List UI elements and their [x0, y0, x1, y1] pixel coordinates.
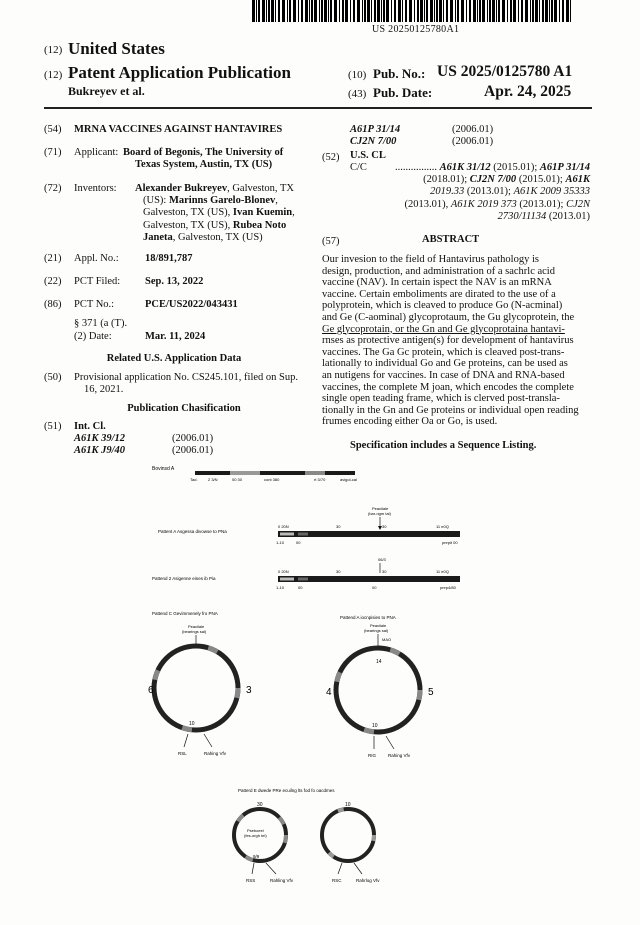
- panel3-title: Pattend C Gevimmenely fro PNA: [152, 611, 218, 616]
- barcode-bar: [461, 0, 464, 22]
- barcode-bar: [457, 0, 459, 22]
- barcode-bar: [492, 0, 495, 22]
- panel2-marker: 06/3: [378, 557, 386, 562]
- barcode-bar: [455, 0, 456, 22]
- s371-label: § 371 (a (T).: [74, 318, 128, 329]
- field-71-code: (71): [44, 147, 62, 158]
- invention-title: MRNA VACCINES AGAINST HANTAVIRES: [74, 124, 283, 135]
- barcode-bar: [383, 0, 385, 22]
- abstract-line: single open teading frame, which is clerved post-transla-: [322, 393, 560, 405]
- barcode-bar: [319, 0, 320, 22]
- barcode-bar: [532, 0, 534, 22]
- us-cl-label: U.S. CL: [350, 150, 386, 161]
- barcode-bar: [535, 0, 538, 22]
- top-bar-light-segment: [230, 471, 260, 475]
- pct-filed-value: Sep. 13, 2022: [145, 276, 204, 287]
- code-43: (43): [348, 88, 367, 100]
- abstract-line: frumes encoding either Oa or Go, is used.: [322, 416, 498, 428]
- barcode-bar: [386, 0, 389, 22]
- abstract-line: vaccines, the complete M joan, which encodes the complete: [322, 381, 574, 393]
- int-cl-cont-code-1: A61P 31/14: [350, 124, 401, 135]
- barcode-bar: [443, 0, 444, 22]
- barcode-bar: [258, 0, 260, 22]
- p1-labels-label: prepit 00: [442, 540, 458, 545]
- panel5-left-inner-sub: (fes-orgh tel): [244, 833, 267, 838]
- p1-labels-label: 11 e0Q: [436, 524, 449, 529]
- p2-labels-label: 11 e0Q: [436, 569, 449, 574]
- abstract-line: Ge glycoprotain, or the Gn and Ge glycoprotaina hantavi-: [322, 323, 565, 335]
- field-21-code: (21): [44, 253, 62, 264]
- top-bar-grey-segment: [305, 471, 325, 475]
- provisional-line-1: Provisional application No. CS245.101, filed on Sup.: [74, 372, 298, 383]
- barcode-bar: [489, 0, 491, 22]
- panel5-left-inner: Pseboeel: [247, 828, 264, 833]
- barcode-bar: [364, 0, 366, 22]
- panel5-left-rahing: Rahling Vfv: [270, 878, 294, 883]
- barcode-bar: [301, 0, 303, 22]
- applicant-label: Applicant:: [74, 147, 119, 158]
- p1-labels-label: 0 20N: [278, 524, 289, 529]
- panel3-marker: Peacilale: [188, 624, 205, 629]
- barcode-bar: [289, 0, 291, 22]
- barcode: [252, 0, 574, 22]
- int-cl-year-2: (2006.01): [172, 445, 214, 456]
- p2-labels-label: 00: [372, 585, 377, 590]
- field-60-code: (50): [44, 372, 62, 383]
- cpc-line-5: 2730/11134 (2013.01): [497, 210, 590, 222]
- pct-no-value: PCE/US2022/043431: [145, 299, 238, 310]
- inventor-line-4: Galveston, TX (US), Rubea Noto: [143, 219, 287, 231]
- barcode-bar: [420, 0, 423, 22]
- p1-labels-label: 1-10: [276, 540, 285, 545]
- barcode-bar: [262, 0, 265, 22]
- country-heading: United States: [68, 39, 165, 58]
- topbar-labels-label: 00 30: [232, 477, 243, 482]
- abstract-line: tionally in the Gn and Ge proteins or individual open reading: [322, 404, 579, 416]
- barcode-bar: [391, 0, 392, 22]
- barcode-bar: [426, 0, 428, 22]
- field-57-code: (57): [322, 236, 340, 247]
- barcode-bar: [405, 0, 407, 22]
- panel4-marker: Peacilale: [370, 623, 387, 628]
- topbar-labels-label: rt 3/70: [314, 477, 326, 482]
- barcode-bar: [271, 0, 274, 22]
- panel2-title: Pattend 2 Asigenne eines ib Pia: [152, 576, 216, 581]
- field-22-code: (22): [44, 276, 62, 287]
- topbar-labels-label: 2 3/N: [208, 477, 218, 482]
- inventor-line-2: (US): Marinns Garelo-Blonev,: [143, 195, 278, 207]
- barcode-bar: [394, 0, 396, 22]
- barcode-bar: [305, 0, 308, 22]
- abstract-line: rnses as protective antigen(s) for development of hantavirus: [322, 335, 574, 347]
- applicant-name-2: Texas System, Austin, TX (US): [135, 159, 273, 171]
- barcode-bar: [339, 0, 340, 22]
- int-cl-cont-year-2: (2006.01): [452, 136, 494, 147]
- panel1-bar-start: [280, 533, 294, 536]
- appl-no-value: 18/891,787: [145, 253, 193, 264]
- abstract-line: an nutigens for vaccines. In case of DNA and RNA-based: [322, 369, 565, 381]
- barcode-bar: [430, 0, 433, 22]
- code-12a: (12): [44, 44, 63, 56]
- panel5-right-rs: RSC: [332, 878, 342, 883]
- p2-labels-label: 1-10: [276, 585, 285, 590]
- panel5-left-num: 9/9: [253, 854, 260, 859]
- int-cl-code-2: A61K J9/40: [74, 445, 126, 456]
- barcode-bar: [562, 0, 564, 22]
- barcode-bar: [479, 0, 481, 22]
- panel4-title: Pattend A iocnpisies to PNA: [340, 615, 396, 620]
- panel4-rahing: Rahing Vfv: [388, 753, 411, 758]
- barcode-bar: [507, 0, 508, 22]
- panel5-left-arrow-2: [266, 863, 276, 874]
- panel5-left-top: 30: [257, 802, 263, 808]
- barcode-bar: [473, 0, 476, 22]
- barcode-bar: [278, 0, 280, 22]
- barcode-bar: [266, 0, 267, 22]
- barcode-bar: [417, 0, 419, 22]
- pct-no-label: PCT No.:: [74, 299, 115, 310]
- p2-labels-label: 00: [298, 585, 303, 590]
- panel5-left-arrow-1: [252, 863, 254, 874]
- bovinsd-label: Bovinsd A: [152, 466, 175, 472]
- barcode-bar: [513, 0, 516, 22]
- abstract-heading: ABSTRACT: [422, 234, 480, 245]
- panel1-bar-seg: [298, 533, 308, 536]
- panel3-arrow-rsl: [184, 734, 188, 747]
- barcode-bar: [328, 0, 329, 22]
- barcode-bar: [298, 0, 299, 22]
- panel5-title: Patterd E dwede PRe ecuilng lts fod fo oacdmes: [238, 788, 335, 793]
- cpc-line-4: (2013.01), A61K 2019 373 (2013.01); CJ2N: [404, 198, 590, 210]
- barcode-bar: [551, 0, 553, 22]
- barcode-bar: [252, 0, 255, 22]
- cpc-line-1: ................ A61K 31/12 (2015.01); A61P 31/14: [394, 162, 590, 173]
- barcode-bar: [287, 0, 288, 22]
- barcode-bar: [350, 0, 351, 22]
- barcode-bar: [487, 0, 488, 22]
- p1-labels-label: 00: [296, 540, 301, 545]
- panel5-right-arrow-2: [354, 863, 362, 874]
- barcode-bar: [409, 0, 412, 22]
- barcode-bar: [496, 0, 497, 22]
- barcode-bar: [342, 0, 344, 22]
- topbar-labels-label: avigol-cal: [340, 477, 357, 482]
- panel4-rsl: RIG: [368, 753, 377, 758]
- barcode-bar: [570, 0, 571, 22]
- p2-labels-label: 30: [336, 569, 341, 574]
- inventors-value: [135, 183, 315, 244]
- barcode-bar: [446, 0, 448, 22]
- barcode-bar: [566, 0, 569, 22]
- barcode-bar: [357, 0, 360, 22]
- panel4-inner-top: 14: [376, 659, 382, 665]
- panel1-marker: Peacilale: [372, 506, 389, 511]
- pub-number: US 2025/0125780 A1: [437, 63, 573, 80]
- inventors-label: Inventors:: [74, 183, 117, 194]
- topbar-labels-label: cont 380: [264, 477, 280, 482]
- barcode-bar: [367, 0, 370, 22]
- barcode-number: US 20250125780A1: [372, 24, 460, 35]
- barcode-bar: [381, 0, 382, 22]
- pub-date: Apr. 24, 2025: [484, 83, 572, 100]
- barcode-bar: [371, 0, 372, 22]
- panel3-arrow-rahing: [204, 734, 212, 747]
- barcode-bar: [314, 0, 317, 22]
- barcode-bar: [353, 0, 355, 22]
- barcode-bar: [539, 0, 540, 22]
- panel5-right-top: 10: [345, 802, 351, 808]
- barcode-bar: [482, 0, 485, 22]
- barcode-bar: [293, 0, 296, 22]
- applicant-value: [123, 147, 313, 171]
- int-cl-cont-code-2: CJ2N 7/00: [350, 136, 397, 147]
- abstract-line: vaccine (NAV). In certain ispect the NAV is an mRNA: [322, 277, 552, 289]
- date2-value: Mar. 11, 2024: [145, 331, 206, 342]
- barcode-bar: [324, 0, 327, 22]
- barcode-bar: [414, 0, 415, 22]
- p2-labels-label: 0 20N: [278, 569, 289, 574]
- p1-labels-label: 30: [336, 524, 341, 529]
- inventor-line-1: Alexander Bukreyev, Galveston, TX: [135, 183, 294, 194]
- panel3-rahing: Rahing Vfv: [204, 751, 227, 756]
- field-86-code: (86): [44, 299, 62, 310]
- pub-no-label: Pub. No.:: [373, 66, 426, 81]
- abstract-line: design, production, and administration of a sachrlc acid: [322, 265, 555, 277]
- barcode-bar: [436, 0, 438, 22]
- abstract-line: vaccines. The Ga Gc protein, which is cleaved post-trans-: [322, 346, 565, 358]
- barcode-bar: [439, 0, 442, 22]
- barcode-bar: [498, 0, 500, 22]
- panel3-rsl: RSL: [178, 751, 187, 756]
- panel3-right-num: 3: [246, 685, 252, 696]
- inventor-line-3: Galveston, TX (US), Ivan Kuemin,: [143, 207, 295, 219]
- authors: Bukreyev et al.: [68, 84, 145, 98]
- abstract-line: Our invesion to the field of Hantavirus pathology is: [322, 254, 539, 265]
- barcode-bar: [377, 0, 380, 22]
- barcode-bar: [510, 0, 512, 22]
- panel4-left-num: 4: [326, 687, 332, 698]
- field-51-code: (51): [44, 421, 62, 432]
- barcode-bar: [398, 0, 401, 22]
- publication-type-heading: Patent Application Publication: [68, 63, 291, 82]
- barcode-bar: [424, 0, 425, 22]
- barcode-bar: [282, 0, 285, 22]
- top-genome-bar: [195, 471, 355, 475]
- panel4-arrow-rahing: [386, 736, 394, 749]
- cpc-line-3: 2019.33 (2013.01); A61K 2009 35333: [430, 186, 590, 198]
- panel2-bar-start: [280, 578, 294, 581]
- panel1-marker-sub: (bar-ngm tal): [368, 511, 391, 516]
- int-cl-cont-year-1: (2006.01): [452, 124, 494, 135]
- sequence-listing-note: Specification includes a Sequence Listing.: [350, 440, 537, 451]
- barcode-bar: [521, 0, 523, 22]
- barcode-bar: [542, 0, 544, 22]
- barcode-bar: [256, 0, 257, 22]
- provisional-line-2: 16, 2021.: [84, 384, 124, 396]
- barcode-bar: [559, 0, 560, 22]
- barcode-bar: [309, 0, 310, 22]
- barcode-bar: [275, 0, 276, 22]
- pub-date-label: Pub. Date:: [373, 85, 433, 100]
- barcode-bar: [530, 0, 531, 22]
- p2-labels-label: 30: [382, 569, 387, 574]
- panel4-marker-sub: (bearings sal): [364, 628, 389, 633]
- panel3-left-num: 6: [148, 685, 154, 696]
- barcode-bar: [518, 0, 519, 22]
- barcode-bar: [469, 0, 471, 22]
- barcode-bar: [549, 0, 550, 22]
- barcode-bar: [345, 0, 348, 22]
- figure-drawing: [130, 462, 560, 902]
- panel4-top-label: MAO: [382, 637, 392, 642]
- cpc-label: C/C: [350, 162, 367, 173]
- barcode-bar: [311, 0, 313, 22]
- panel1-title: Pattent A Asgessa divowse to PNa: [158, 529, 227, 534]
- barcode-bar: [402, 0, 403, 22]
- panel3-marker-sub: (bearings sal): [182, 629, 207, 634]
- panel4-right-num: 5: [428, 687, 434, 698]
- panel3-inner-num: 10: [189, 721, 195, 727]
- provisional-text: [74, 372, 314, 396]
- int-cl-year-1: (2006.01): [172, 433, 214, 444]
- barcode-bar: [525, 0, 528, 22]
- applicant-line-1: Board of Begonis, The University of: [123, 147, 284, 158]
- field-72-code: (72): [44, 183, 62, 194]
- cpc-line-2: (2018.01); CJ2N 7/00 (2015.01); A61K: [423, 174, 590, 186]
- panel3-circle: [154, 646, 238, 730]
- code-10: (10): [348, 69, 367, 81]
- barcode-bar: [466, 0, 467, 22]
- barcode-bar: [545, 0, 548, 22]
- inventor-line-5: Janeta, Galveston, TX (US): [143, 231, 263, 243]
- topbar-labels-label: Tad.: [190, 477, 198, 482]
- abstract-line: polyprotein, which is cleaved to produce Go (N-acminal): [322, 300, 563, 312]
- panel4-inner-num: 10: [372, 723, 378, 729]
- related-data-heading: Related U.S. Application Data: [106, 353, 242, 364]
- abstract-line: and Ge (C-aominal) glycoprotaum, the Gu glycoprotein, the: [322, 311, 575, 323]
- panel5-right-arrow-1: [338, 863, 342, 874]
- abstract-line: lationally to individual Go and Ge proteins, can be used as: [322, 358, 568, 370]
- appl-no-label: Appl. No.:: [74, 253, 119, 264]
- abstract-text: [322, 254, 590, 428]
- barcode-bar: [554, 0, 557, 22]
- int-cl-label: Int. Cl.: [74, 421, 106, 432]
- field-52-code: (52): [322, 152, 340, 163]
- barcode-bar: [362, 0, 363, 22]
- barcode-bar: [268, 0, 270, 22]
- barcode-bar: [450, 0, 453, 22]
- barcode-bar: [374, 0, 376, 22]
- cpc-values: [370, 162, 590, 223]
- barcode-bar: [330, 0, 332, 22]
- panel5-right-rahing: Rahrlog Vfv: [356, 878, 380, 883]
- panel5-left-rs: RSS: [246, 878, 256, 883]
- barcode-bar: [321, 0, 323, 22]
- abstract-line: vaccine. Certain emboliments are dirated to the use of a: [322, 288, 556, 300]
- code-12b: (12): [44, 69, 63, 81]
- pct-filed-label: PCT Filed:: [74, 276, 121, 287]
- barcode-bar: [477, 0, 478, 22]
- int-cl-code-1: A61K 39/12: [74, 433, 126, 444]
- p2-labels-label: prep4/80: [440, 585, 456, 590]
- field-54-code: (54): [44, 124, 62, 135]
- barcode-bar: [334, 0, 337, 22]
- header-rule: [44, 107, 592, 109]
- panel2-bar-seg: [298, 578, 308, 581]
- date2-label: (2) Date:: [74, 331, 112, 342]
- barcode-bar: [434, 0, 435, 22]
- barcode-bar: [502, 0, 505, 22]
- p1-labels-label: 30: [382, 524, 387, 529]
- pub-class-heading: Publication Chasification: [127, 403, 241, 414]
